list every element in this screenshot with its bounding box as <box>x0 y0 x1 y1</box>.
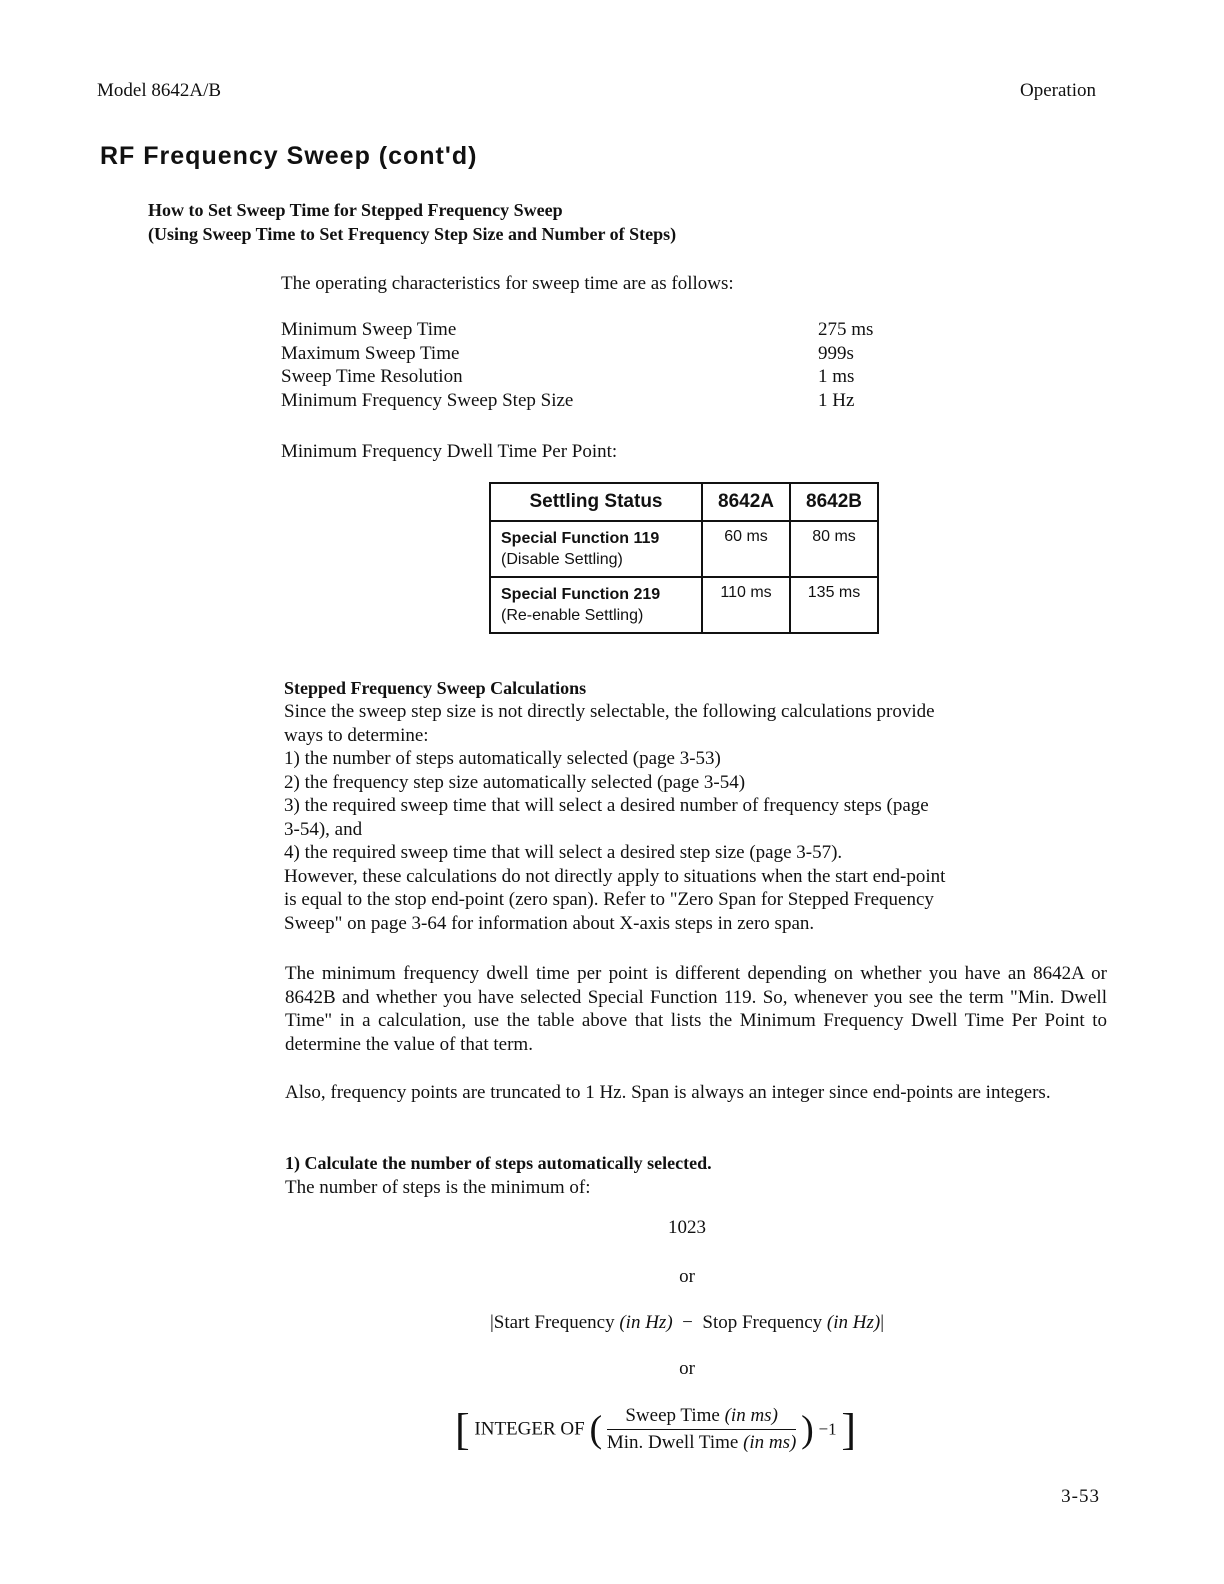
calc-line: However, these calculations do not directly apply to situations when the start end-point <box>284 865 946 887</box>
bracket-right: ] <box>841 1405 857 1454</box>
fraction-numerator <box>607 1405 797 1430</box>
page-number: 3-53 <box>1061 1486 1100 1507</box>
calc-line: is equal to the stop end-point (zero span). Refer to "Zero Span for Stepped Frequency <box>284 889 934 910</box>
calc-line: 3) the required sweep time that will select a desired number of frequency steps (page <box>284 795 929 816</box>
paren-right: ) <box>801 1408 814 1451</box>
denominator-text: Min. Dwell Time <box>606 1432 739 1453</box>
header-section: Operation <box>1020 80 1096 101</box>
spec-value: 1 ms <box>818 366 855 387</box>
function-name: Special Function 219 <box>501 586 661 603</box>
unit-ms: (in ms) <box>743 1432 797 1453</box>
function-name: Special Function 119 <box>501 530 660 547</box>
table-header: 8642A <box>702 483 790 521</box>
formula-or: or <box>679 1266 695 1287</box>
step1-heading: 1) Calculate the number of steps automatically selected. <box>285 1153 712 1173</box>
calc-line: Since the sweep step size is not directly selectable, the following calculations provide <box>284 701 935 722</box>
spec-value: 1 Hz <box>818 390 855 411</box>
minus-sign: − <box>682 1312 693 1333</box>
integer-of-label: INTEGER OF <box>474 1418 585 1440</box>
spec-label: Maximum Sweep Time <box>281 343 460 364</box>
calc-heading: Stepped Frequency Sweep Calculations <box>284 678 587 698</box>
function-note: (Re-enable Settling) <box>501 607 644 624</box>
spec-label: Sweep Time Resolution <box>281 366 463 387</box>
table-header: 8642B <box>790 483 878 521</box>
step1-body: The number of steps is the minimum of: <box>285 1177 591 1198</box>
calc-line: 1) the number of steps automatically selected (page 3-53) <box>284 748 721 769</box>
table-cell-function <box>490 521 702 577</box>
calc-body <box>284 700 1114 935</box>
table-header-row <box>490 483 878 521</box>
dwell-time-label: Minimum Frequency Dwell Time Per Point: <box>281 441 618 462</box>
calc-line: Sweep" on page 3-64 for information about X-axis steps in zero span. <box>284 912 815 934</box>
spec-value: 275 ms <box>818 319 874 340</box>
fraction <box>607 1405 797 1454</box>
table-cell-function <box>490 577 702 633</box>
minus-one: −1 <box>818 1419 837 1439</box>
unit-hz: (in Hz) <box>826 1312 881 1333</box>
unit-ms: (in ms) <box>724 1405 778 1426</box>
table-header: Settling Status <box>490 483 702 521</box>
dwell-time-table <box>489 482 879 634</box>
calc-line: 2) the frequency step size automatically selected (page 3-54) <box>284 771 746 793</box>
abs-bar-left: | <box>489 1312 494 1333</box>
bracket-left: [ <box>455 1405 470 1454</box>
spec-label: Minimum Frequency Sweep Step Size <box>281 390 574 411</box>
spec-label: Minimum Sweep Time <box>281 319 457 340</box>
subtitle-line-1: How to Set Sweep Time for Stepped Frequency Sweep <box>148 200 563 220</box>
table-row <box>490 577 878 633</box>
truncation-paragraph: Also, frequency points are truncated to 1 Hz. Span is always an integer since end-points are integers. <box>285 1082 1051 1103</box>
stop-frequency-term: Stop Frequency <box>702 1312 823 1333</box>
table-cell-value: 110 ms <box>702 577 790 633</box>
header-model: Model 8642A/B <box>97 80 222 101</box>
intro-text: The operating characteristics for sweep time are as follows: <box>281 273 734 294</box>
formula-or: or <box>679 1358 695 1379</box>
table-cell-value: 80 ms <box>790 521 878 577</box>
table-row <box>490 521 878 577</box>
numerator-text: Sweep Time <box>625 1405 720 1426</box>
paren-left: ( <box>589 1408 603 1451</box>
calc-line: 3-54), and <box>284 818 363 840</box>
formula-integer <box>455 1404 856 1455</box>
table-cell-value: 135 ms <box>790 577 878 633</box>
dwell-time-paragraph: The minimum frequency dwell time per point is different depending on whether you have an 8642A or 8642B and whether you have selected Special Function 119. So, whenever you see the term "Min. Dwell Time" in a calculation, use the table above that lists the Minimum Frequency Dwell Time Per Point to determine the value of that term. <box>285 963 1107 1055</box>
formula-constant: 1023 <box>668 1217 706 1238</box>
formula-span <box>437 1312 937 1334</box>
calc-line: ways to determine: <box>284 724 429 746</box>
calc-line: 4) the required sweep time that will select a desired step size (page 3-57). <box>284 842 843 863</box>
page-title: RF Frequency Sweep (cont'd) <box>100 142 478 170</box>
table-cell-value: 60 ms <box>702 521 790 577</box>
subtitle-line-2: (Using Sweep Time to Set Frequency Step Size and Number of Steps) <box>148 224 677 244</box>
spec-value: 999s <box>818 343 854 364</box>
start-frequency-term: Start Frequency <box>493 1312 615 1333</box>
abs-bar-right: | <box>880 1312 885 1333</box>
unit-hz: (in Hz) <box>619 1312 673 1333</box>
function-note: (Disable Settling) <box>501 551 623 568</box>
fraction-denominator <box>607 1430 797 1454</box>
